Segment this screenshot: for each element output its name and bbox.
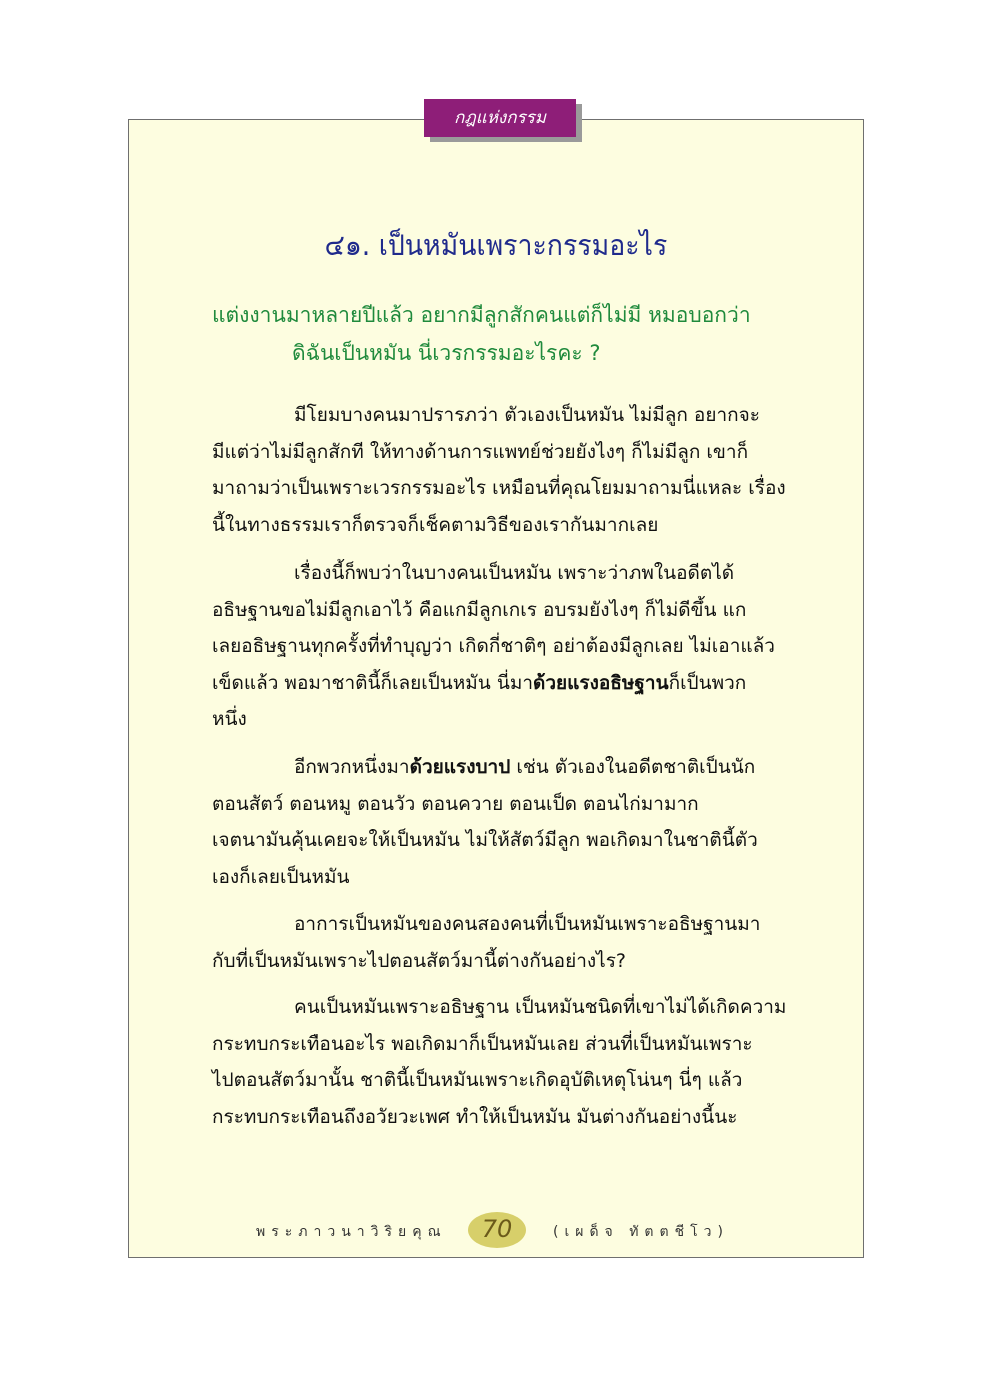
paragraph-3: [212, 749, 808, 895]
text-line: เองก็เลยเป็นหมัน: [212, 865, 350, 888]
text-run: เข็ดแล้ว พอมาชาตินี้ก็เลยเป็นหมัน นี่มา: [212, 671, 534, 694]
text-run: ก็เป็นพวก: [668, 671, 747, 694]
question: [212, 296, 812, 372]
question-line: ดิฉันเป็นหมัน นี่เวรกรรมอะไรคะ ?: [292, 341, 601, 365]
paragraph-5: [212, 989, 808, 1135]
footer-author-name: (เผด็จ ทัตตชีโว): [553, 1224, 729, 1240]
text-line: มาถามว่าเป็นเพราะเวรกรรมอะไร เหมือนที่คุณโยมมาถามนี่แหละ เรื่อง: [212, 477, 786, 499]
text-line: กับที่เป็นหมันเพราะไปตอนสัตว์มานี้ต่างกันอย่างไร?: [212, 949, 627, 972]
text-line: อธิษฐานขอไม่มีลูกเอาไว้ คือแกมีลูกเกเร อบรมยังไงๆ ก็ไม่ดีขึ้น แก: [212, 598, 747, 621]
text-line: ไปตอนสัตว์มานั้น ชาตินี้เป็นหมันเพราะเกิดอุบัติเหตุโน่นๆ นี่ๆ แล้ว: [212, 1069, 743, 1091]
text-line: มีโยมบางคนมาปรารภว่า ตัวเองเป็นหมัน ไม่มีลูก อยากจะ: [294, 404, 760, 426]
text-line: มีแต่ว่าไม่มีลูกสักที ให้ทางด้านการแพทย์ช่วยยังไงๆ ก็ไม่มีลูก เขาก็: [212, 440, 749, 463]
paragraph-4: [212, 906, 808, 979]
text-line: อาการเป็นหมันของคนสองคนที่เป็นหมันเพราะอธิษฐานมา: [294, 913, 761, 935]
text-line: กระทบกระเทือนอะไร พอเกิดมาก็เป็นหมันเลย ส่วนที่เป็นหมันเพราะ: [212, 1032, 753, 1055]
paragraph-1: [212, 397, 808, 543]
text-line: หนึ่ง: [212, 708, 247, 730]
paragraph-2: [212, 555, 808, 738]
text-run: อีกพวกหนึ่งมา: [294, 756, 410, 778]
text-line: คนเป็นหมันเพราะอธิษฐาน เป็นหมันชนิดที่เขาไม่ได้เกิดความ: [294, 996, 787, 1018]
text-line: เรื่องนี้ก็พบว่าในบางคนเป็นหมัน เพราะว่าภพในอดีตได้: [294, 562, 735, 584]
question-line: แต่งงานมาหลายปีแล้ว อยากมีลูกสักคนแต่ก็ไม่มี หมอบอกว่า: [212, 303, 751, 327]
emphasis-text: ด้วยแรงอธิษฐาน: [533, 671, 669, 694]
footer: [128, 1212, 864, 1252]
text-line: ตอนสัตว์ ตอนหมู ตอนวัว ตอนควาย ตอนเป็ด ตอนไก่มามาก: [212, 792, 699, 815]
chapter-title: ๔๑. เป็นหมันเพราะกรรมอะไร: [324, 228, 668, 262]
page-number: 70: [481, 1215, 513, 1243]
text-run: เช่น ตัวเองในอดีตชาติเป็นนัก: [510, 756, 756, 778]
text-line: นี้ในทางธรรมเราก็ตรวจก็เช็คตามวิธีของเรากันมากเลย: [212, 513, 659, 536]
text-line: กระทบกระเทือนถึงอวัยวะเพศ ทำให้เป็นหมัน มันต่างกันอย่างนี้นะ: [212, 1105, 738, 1128]
header-tab: กฎแห่งกรรม: [424, 99, 576, 137]
text-line: [212, 749, 808, 786]
emphasis-text: ด้วยแรงบาป: [409, 756, 511, 778]
text-line: [212, 665, 808, 702]
footer-author: พระภาวนาวิริยคุณ: [256, 1224, 447, 1240]
text-line: เจตนามันคุ้นเคยจะให้เป็นหมัน ไม่ให้สัตว์มีลูก พอเกิดมาในชาตินี้ตัว: [212, 829, 758, 851]
text-line: เลยอธิษฐานทุกครั้งที่ทำบุญว่า เกิดกี่ชาติๆ อย่าต้องมีลูกเลย ไม่เอาแล้ว: [212, 635, 775, 657]
